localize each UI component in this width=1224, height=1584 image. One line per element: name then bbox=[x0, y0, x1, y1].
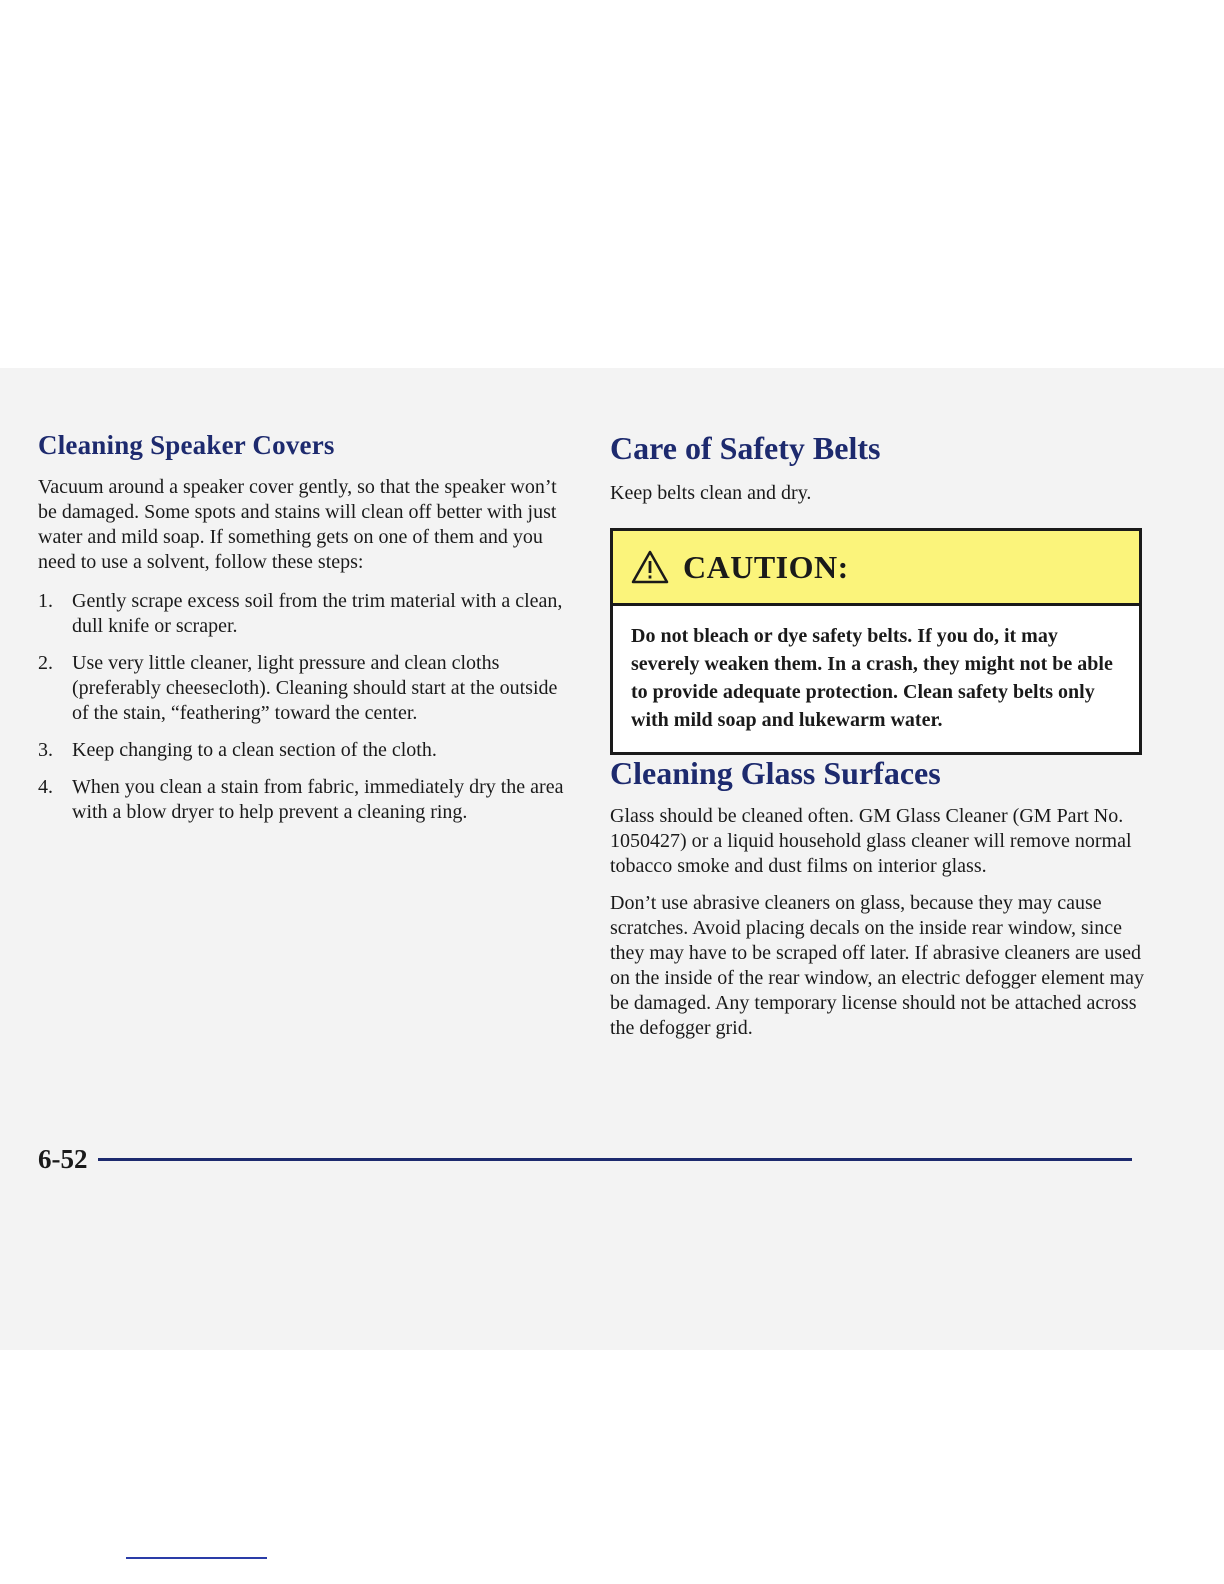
list-item bbox=[38, 738, 578, 763]
list-item bbox=[38, 651, 578, 726]
cleaning-steps-list bbox=[38, 589, 578, 825]
glass-surfaces-heading: Cleaning Glass Surfaces bbox=[610, 755, 941, 791]
speaker-covers-heading: Cleaning Speaker Covers bbox=[38, 430, 335, 460]
speaker-covers-intro: Vacuum around a speaker cover gently, so that the speaker won’t be damaged. Some spots and stains will clean off better with just water and mild soap. If something gets on one of them and you need to use a solvent, follow these steps: bbox=[38, 476, 557, 573]
step-number: 4. bbox=[38, 776, 53, 798]
glass-paragraph-2: Don’t use abrasive cleaners on glass, because they may cause scratches. Avoid placing decals on the inside rear window, since they may have to be scraped off later. If abrasive cleaners are used on the inside of the rear window, an electric defogger element may be damaged. Any temporary license should not be attached across the defogger grid. bbox=[610, 892, 1145, 1039]
right-column bbox=[610, 430, 1150, 1041]
warning-triangle-icon bbox=[631, 550, 669, 584]
safety-belts-intro: Keep belts clean and dry. bbox=[610, 482, 812, 504]
step-text: Gently scrape excess soil from the trim material with a clean, dull knife or scraper. bbox=[72, 590, 563, 637]
page-footer bbox=[38, 1144, 1134, 1178]
bottom-link-underline[interactable] bbox=[126, 1557, 267, 1559]
caution-title: CAUTION: bbox=[683, 548, 849, 585]
step-number: 3. bbox=[38, 739, 53, 761]
step-text: Use very little cleaner, light pressure and clean cloths (preferably cheesecloth). Cleaning should start at the outside of the stain, “feathering” toward the center. bbox=[72, 652, 558, 724]
step-number: 1. bbox=[38, 590, 53, 612]
list-item bbox=[38, 775, 578, 825]
caution-text: Do not bleach or dye safety belts. If you do, it may severely weaken them. In a crash, they might not be able to provide adequate protection. Clean safety belts only with mild soap and lukewarm water. bbox=[631, 625, 1113, 731]
list-item bbox=[38, 589, 578, 639]
left-column bbox=[38, 430, 578, 837]
step-text: When you clean a stain from fabric, immediately dry the area with a blow dryer to help prevent a cleaning ring. bbox=[72, 776, 564, 823]
footer-divider bbox=[98, 1158, 1132, 1161]
caution-box bbox=[610, 528, 1142, 755]
step-text: Keep changing to a clean section of the cloth. bbox=[72, 739, 437, 761]
safety-belts-heading: Care of Safety Belts bbox=[610, 430, 881, 466]
step-number: 2. bbox=[38, 652, 53, 674]
page-number: 6-52 bbox=[38, 1144, 88, 1174]
caution-header bbox=[613, 531, 1139, 606]
glass-paragraph-1: Glass should be cleaned often. GM Glass Cleaner (GM Part No. 1050427) or a liquid household glass cleaner will remove normal tobacco smoke and dust films on interior glass. bbox=[610, 805, 1132, 877]
